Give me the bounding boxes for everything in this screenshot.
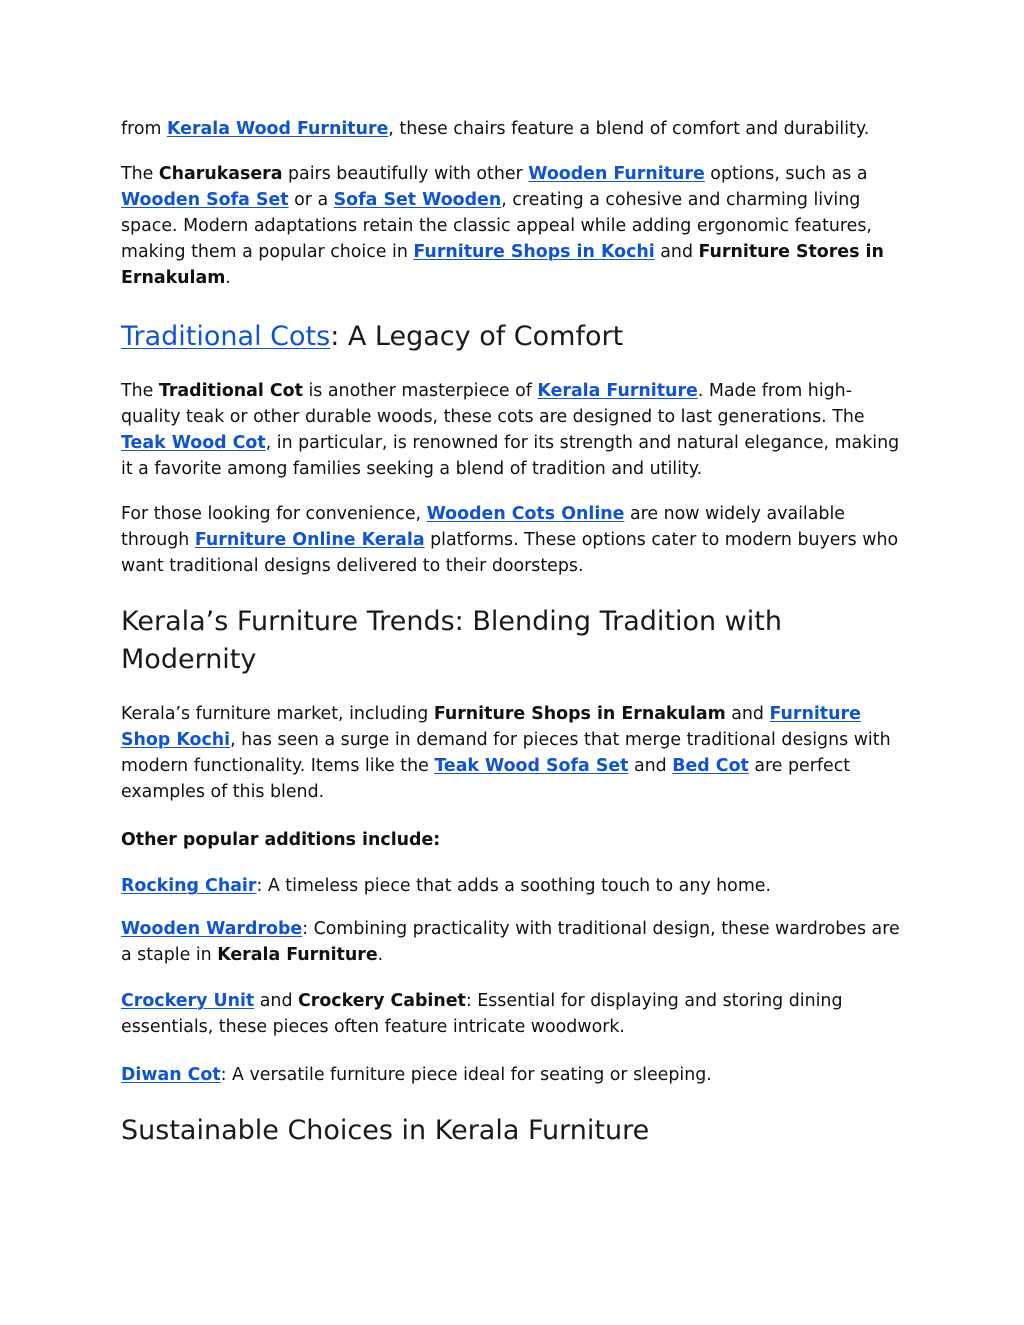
link-sofa-set-wooden[interactable]: Sofa Set Wooden	[333, 190, 502, 210]
paragraph-intro: from Kerala Wood Furniture, these chairs feature a blend of comfort and durability.	[121, 119, 870, 139]
bold-traditional-cot: Traditional Cot	[158, 381, 303, 401]
link-teak-wood-sofa-set[interactable]: Teak Wood Sofa Set	[434, 756, 629, 776]
link-kerala-furniture[interactable]: Kerala Furniture	[537, 381, 698, 401]
paragraph-traditional-cot: The Traditional Cot is another masterpiece of Kerala Furniture. Made from high-quality teak or other durable woods, these cots are designed to last generations. The Teak Wood Cot, in particular, is renowned for its strength and natural elegance, making it a favorite among families seeking a blend of tradition and utility.	[121, 381, 900, 479]
addition-wooden-wardrobe: Wooden Wardrobe: Combining practicality with traditional design, these wardrobes are a staple in Kerala Furniture.	[121, 919, 900, 965]
link-furniture-shop-kochi[interactable]: Furniture Shop Kochi	[121, 704, 861, 750]
link-crockery-unit[interactable]: Crockery Unit	[121, 991, 255, 1011]
link-wooden-furniture[interactable]: Wooden Furniture	[528, 164, 705, 184]
addition-diwan-cot: Diwan Cot: A versatile furniture piece ideal for seating or sleeping.	[121, 1065, 712, 1085]
bold-charukasera: Charukasera	[158, 164, 283, 184]
paragraph-online: For those looking for convenience, Wooden Cots Online are now widely available through Furniture Online Kerala platforms. These options cater to modern buyers who want traditional designs delivered to their doorsteps.	[121, 504, 899, 576]
link-wooden-cots-online[interactable]: Wooden Cots Online	[426, 504, 625, 524]
link-wooden-sofa-set[interactable]: Wooden Sofa Set	[121, 190, 289, 210]
heading-furniture-trends: Kerala’s Furniture Trends: Blending Tradition with Modernity	[121, 606, 782, 675]
bold-crockery-cabinet: Crockery Cabinet	[298, 991, 466, 1011]
bold-kerala-furniture: Kerala Furniture	[217, 945, 378, 965]
heading-traditional-cots: Traditional Cots: A Legacy of Comfort	[121, 321, 624, 352]
link-kerala-wood-furniture[interactable]: Kerala Wood Furniture	[167, 119, 389, 139]
bold-furniture-shops-ernakulam: Furniture Shops in Ernakulam	[433, 704, 726, 724]
link-wooden-wardrobe[interactable]: Wooden Wardrobe	[121, 919, 303, 939]
link-traditional-cots[interactable]: Traditional Cots	[121, 321, 331, 352]
link-rocking-chair[interactable]: Rocking Chair	[121, 876, 257, 896]
link-diwan-cot[interactable]: Diwan Cot	[121, 1065, 221, 1085]
bold-furniture-stores-ernakulam: Furniture Stores in Ernakulam	[121, 242, 884, 288]
paragraph-market: Kerala’s furniture market, including Furniture Shops in Ernakulam and Furniture Shop Kochi, has seen a surge in demand for pieces that merge traditional designs with modern functionality. Items like the Teak Wood Sofa Set and Bed Cot are perfect examples of this blend.	[121, 704, 891, 802]
heading-sustainable-choices: Sustainable Choices in Kerala Furniture	[121, 1115, 650, 1146]
link-furniture-shops-in-kochi[interactable]: Furniture Shops in Kochi	[413, 242, 655, 262]
link-furniture-online-kerala[interactable]: Furniture Online Kerala	[194, 530, 425, 550]
link-teak-wood-cot[interactable]: Teak Wood Cot	[121, 433, 266, 453]
document-page	[121, 116, 906, 1150]
addition-crockery: Crockery Unit and Crockery Cabinet: Essential for displaying and storing dining essentials, these pieces often feature intricate woodwork.	[121, 991, 843, 1037]
paragraph-charukasera: The Charukasera pairs beautifully with other Wooden Furniture options, such as a Wooden Sofa Set or a Sofa Set Wooden, creating a cohesive and charming living space. Modern adaptations retain the classic appeal while adding ergonomic features, making them a popular choice in Furniture Shops in Kochi and Furniture Stores in Ernakulam.	[121, 164, 884, 288]
other-additions-label: Other popular additions include:	[121, 830, 441, 850]
link-bed-cot[interactable]: Bed Cot	[672, 756, 749, 776]
addition-rocking-chair: Rocking Chair: A timeless piece that adds a soothing touch to any home.	[121, 876, 771, 896]
